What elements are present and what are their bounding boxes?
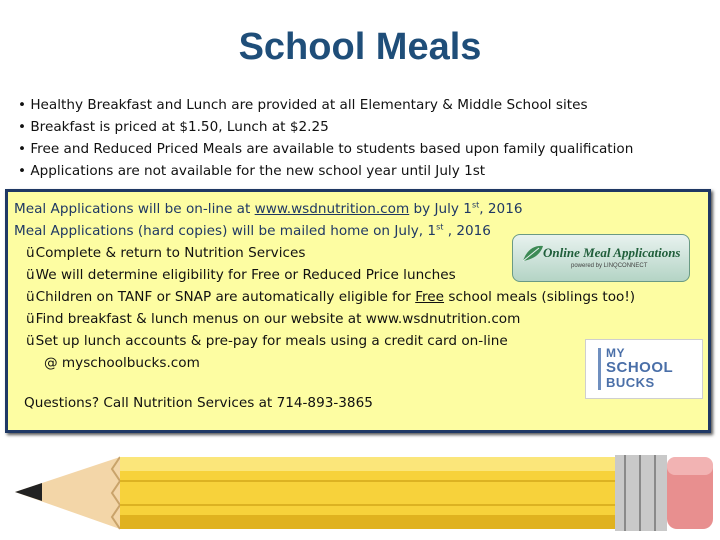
- bullet-item: • Breakfast is priced at $1.50, Lunch at $2.25: [18, 119, 329, 135]
- checkmark-icon: ü: [26, 245, 35, 261]
- checkmark-icon: ü: [26, 267, 35, 283]
- website-link[interactable]: www.wsdnutrition.com: [254, 201, 410, 217]
- info-box: [5, 189, 711, 433]
- myschoolbucks-logo[interactable]: MY SCHOOL BUCKS: [585, 339, 703, 399]
- bullet-item: • Free and Reduced Priced Meals are available to students based upon family qualification: [18, 141, 634, 157]
- online-meal-applications-logo[interactable]: Online Meal Applications powered by LINQCONNECT: [512, 234, 690, 282]
- pencil-illustration: [0, 443, 720, 540]
- pencil-lead: [15, 483, 42, 501]
- check-item-continued: @ myschoolbucks.com: [44, 355, 200, 371]
- hard-copy-line: Meal Applications (hard copies) will be mailed home on July, 1st , 2016: [14, 222, 491, 239]
- online-availability-line: Meal Applications will be on-line at www.wsdnutrition.com by July 1st, 2016: [14, 200, 523, 217]
- info-box-text: [14, 198, 635, 414]
- bullet-item: • Applications are not available for the new school year until July 1st: [18, 163, 486, 179]
- check-item: üFind breakfast & lunch menus on our website at www.wsdnutrition.com: [26, 311, 521, 327]
- check-item: üComplete & return to Nutrition Services: [26, 245, 306, 261]
- questions-line: Questions? Call Nutrition Services at 714-893-3865: [24, 395, 373, 411]
- checkmark-icon: ü: [26, 311, 35, 327]
- checkmark-icon: ü: [26, 289, 35, 305]
- check-item: üChildren on TANF or SNAP are automatically eligible for Free school meals (siblings too!): [26, 289, 636, 305]
- page-title: School Meals: [238, 26, 482, 68]
- checkmark-icon: ü: [26, 333, 35, 349]
- check-item: üWe will determine eligibility for Free or Reduced Price lunches: [26, 267, 456, 283]
- bullet-item: • Healthy Breakfast and Lunch are provided at all Elementary & Middle School sites: [18, 97, 588, 113]
- bullet-list: [18, 94, 708, 182]
- check-item: üSet up lunch accounts & pre-pay for meals using a credit card on-line: [26, 333, 508, 349]
- leaf-icon: [521, 243, 545, 263]
